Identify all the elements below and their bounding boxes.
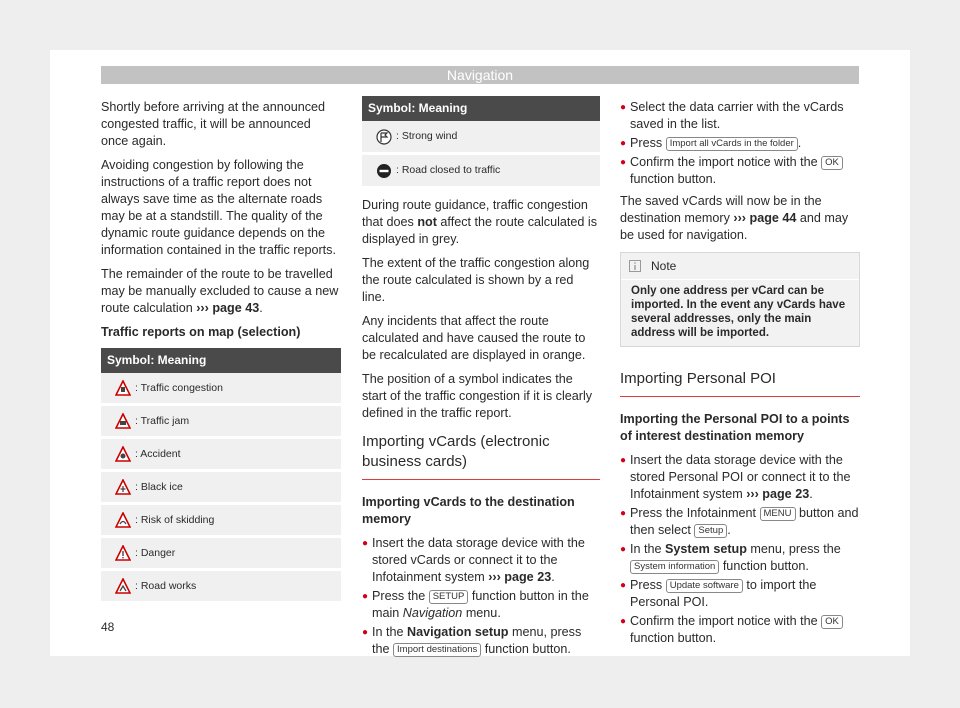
paragraph: Avoiding congestion by following the instructions of a traffic report does not always save time as the alternate roads may be at a standstill. The quality of the dynamic route guidance depends on the information contained in the traffic reports. (101, 158, 336, 257)
list-item: ● Insert the data storage device with the stored vCards or connect it to the Infotainment system ››› page 23. (362, 535, 600, 586)
ok-button[interactable]: OK (821, 615, 843, 629)
subheading: Importing the Personal POI to a points of interest destination memory (620, 412, 850, 443)
chapter-header: Navigation (101, 66, 859, 84)
table-row: : Road closed to traffic (362, 155, 600, 189)
paragraph: The extent of the traffic congestion along the route calculated is shown by a red line. (362, 256, 590, 304)
list-item: ● Confirm the import notice with the OK function button. (620, 154, 860, 188)
note-text: Only one address per vCard can be imported. In the event any vCards have several addresses, only the main address will be imported. (631, 285, 846, 339)
list-item: ● Press Update software to import the Personal POI. (620, 577, 860, 611)
list-item: ● Select the data carrier with the vCards saved in the list. (620, 99, 860, 133)
risk-of-skidding-icon (115, 512, 131, 528)
setup-button[interactable]: SETUP (429, 590, 469, 604)
ok-button[interactable]: OK (821, 156, 843, 170)
note-title: Note (651, 258, 677, 273)
table-row: : Road works (101, 571, 341, 604)
table-header: Symbol: Meaning (101, 348, 341, 373)
symbol-table (101, 348, 341, 604)
symbol-table (362, 96, 600, 189)
table-row: : Risk of skidding (101, 505, 341, 538)
column-2 (362, 96, 600, 660)
road-works-icon (115, 578, 131, 594)
list-item: ● In the System setup menu, press the System information function button. (620, 541, 860, 575)
paragraph: The position of a symbol indicates the start of the traffic congestion if it is clearly defined in the traffic report. (362, 372, 593, 420)
list-item: ● Press the Infotainment MENU button and then select Setup . (620, 505, 860, 539)
info-icon (629, 260, 641, 272)
paragraph: The saved vCards will now be in the destination memory ››› page 44 and may be used for navigation. (620, 194, 849, 242)
page-link[interactable]: page 43 (212, 301, 260, 315)
list-item: ● Confirm the import notice with the OK function button. (620, 613, 860, 647)
section-heading: Importing vCards (electronic business cards) (362, 432, 600, 480)
list-item: ● Press Import all vCards in the folder . (620, 135, 860, 152)
traffic-congestion-icon (115, 380, 131, 396)
road-closed-icon (376, 163, 392, 179)
table-row: : Traffic congestion (101, 373, 341, 406)
traffic-jam-icon (115, 413, 131, 429)
update-software-button[interactable]: Update software (666, 579, 743, 593)
page-link[interactable]: page 23 (762, 487, 810, 501)
danger-icon (115, 545, 131, 561)
page-number: 48 (101, 620, 115, 634)
import-destinations-button[interactable]: Import destinations (393, 643, 481, 657)
list-item: ● Press the SETUP function button in the main Navigation menu. (362, 588, 600, 622)
page-link[interactable]: page 23 (504, 570, 552, 584)
paragraph: During route guidance, traffic congestion that does not affect the route calculated is displayed in grey. (362, 198, 598, 246)
list-item: ● Insert the data storage device with the stored Personal POI or connect it to the Infotainment system ››› page 23. (620, 452, 860, 503)
table-row: : Strong wind (362, 121, 600, 155)
system-information-button[interactable]: System information (630, 560, 719, 574)
list-item: ● In the Navigation setup menu, press the Import destinations function button. (362, 624, 600, 658)
black-ice-icon (115, 479, 131, 495)
table-row: : Black ice (101, 472, 341, 505)
section-heading: Importing Personal POI (620, 369, 860, 397)
menu-button[interactable]: MENU (760, 507, 796, 521)
table-row: : Accident (101, 439, 341, 472)
note-box (620, 252, 860, 347)
page-link[interactable]: page 44 (749, 211, 797, 225)
table-row: : Danger (101, 538, 341, 571)
column-3 (620, 99, 860, 649)
accident-icon (115, 446, 131, 462)
paragraph: Shortly before arriving at the announced congested traffic, it will be announced once again. (101, 100, 326, 148)
subheading: Importing vCards to the destination memory (362, 495, 575, 526)
strong-wind-icon (376, 129, 392, 145)
setup-button[interactable]: Setup (694, 524, 727, 538)
table-header: Symbol: Meaning (362, 96, 600, 121)
column-1 (101, 99, 341, 604)
table-row: : Traffic jam (101, 406, 341, 439)
subheading: Traffic reports on map (selection) (101, 325, 301, 339)
paragraph: Any incidents that affect the route calculated and have caused the route to be recalculated are displayed in orange. (362, 314, 586, 362)
paragraph: The remainder of the route to be travelled may be manually excluded to cause a new route calculation ››› page 43. (101, 267, 339, 315)
import-all-vcards-button[interactable]: Import all vCards in the folder (666, 137, 798, 151)
